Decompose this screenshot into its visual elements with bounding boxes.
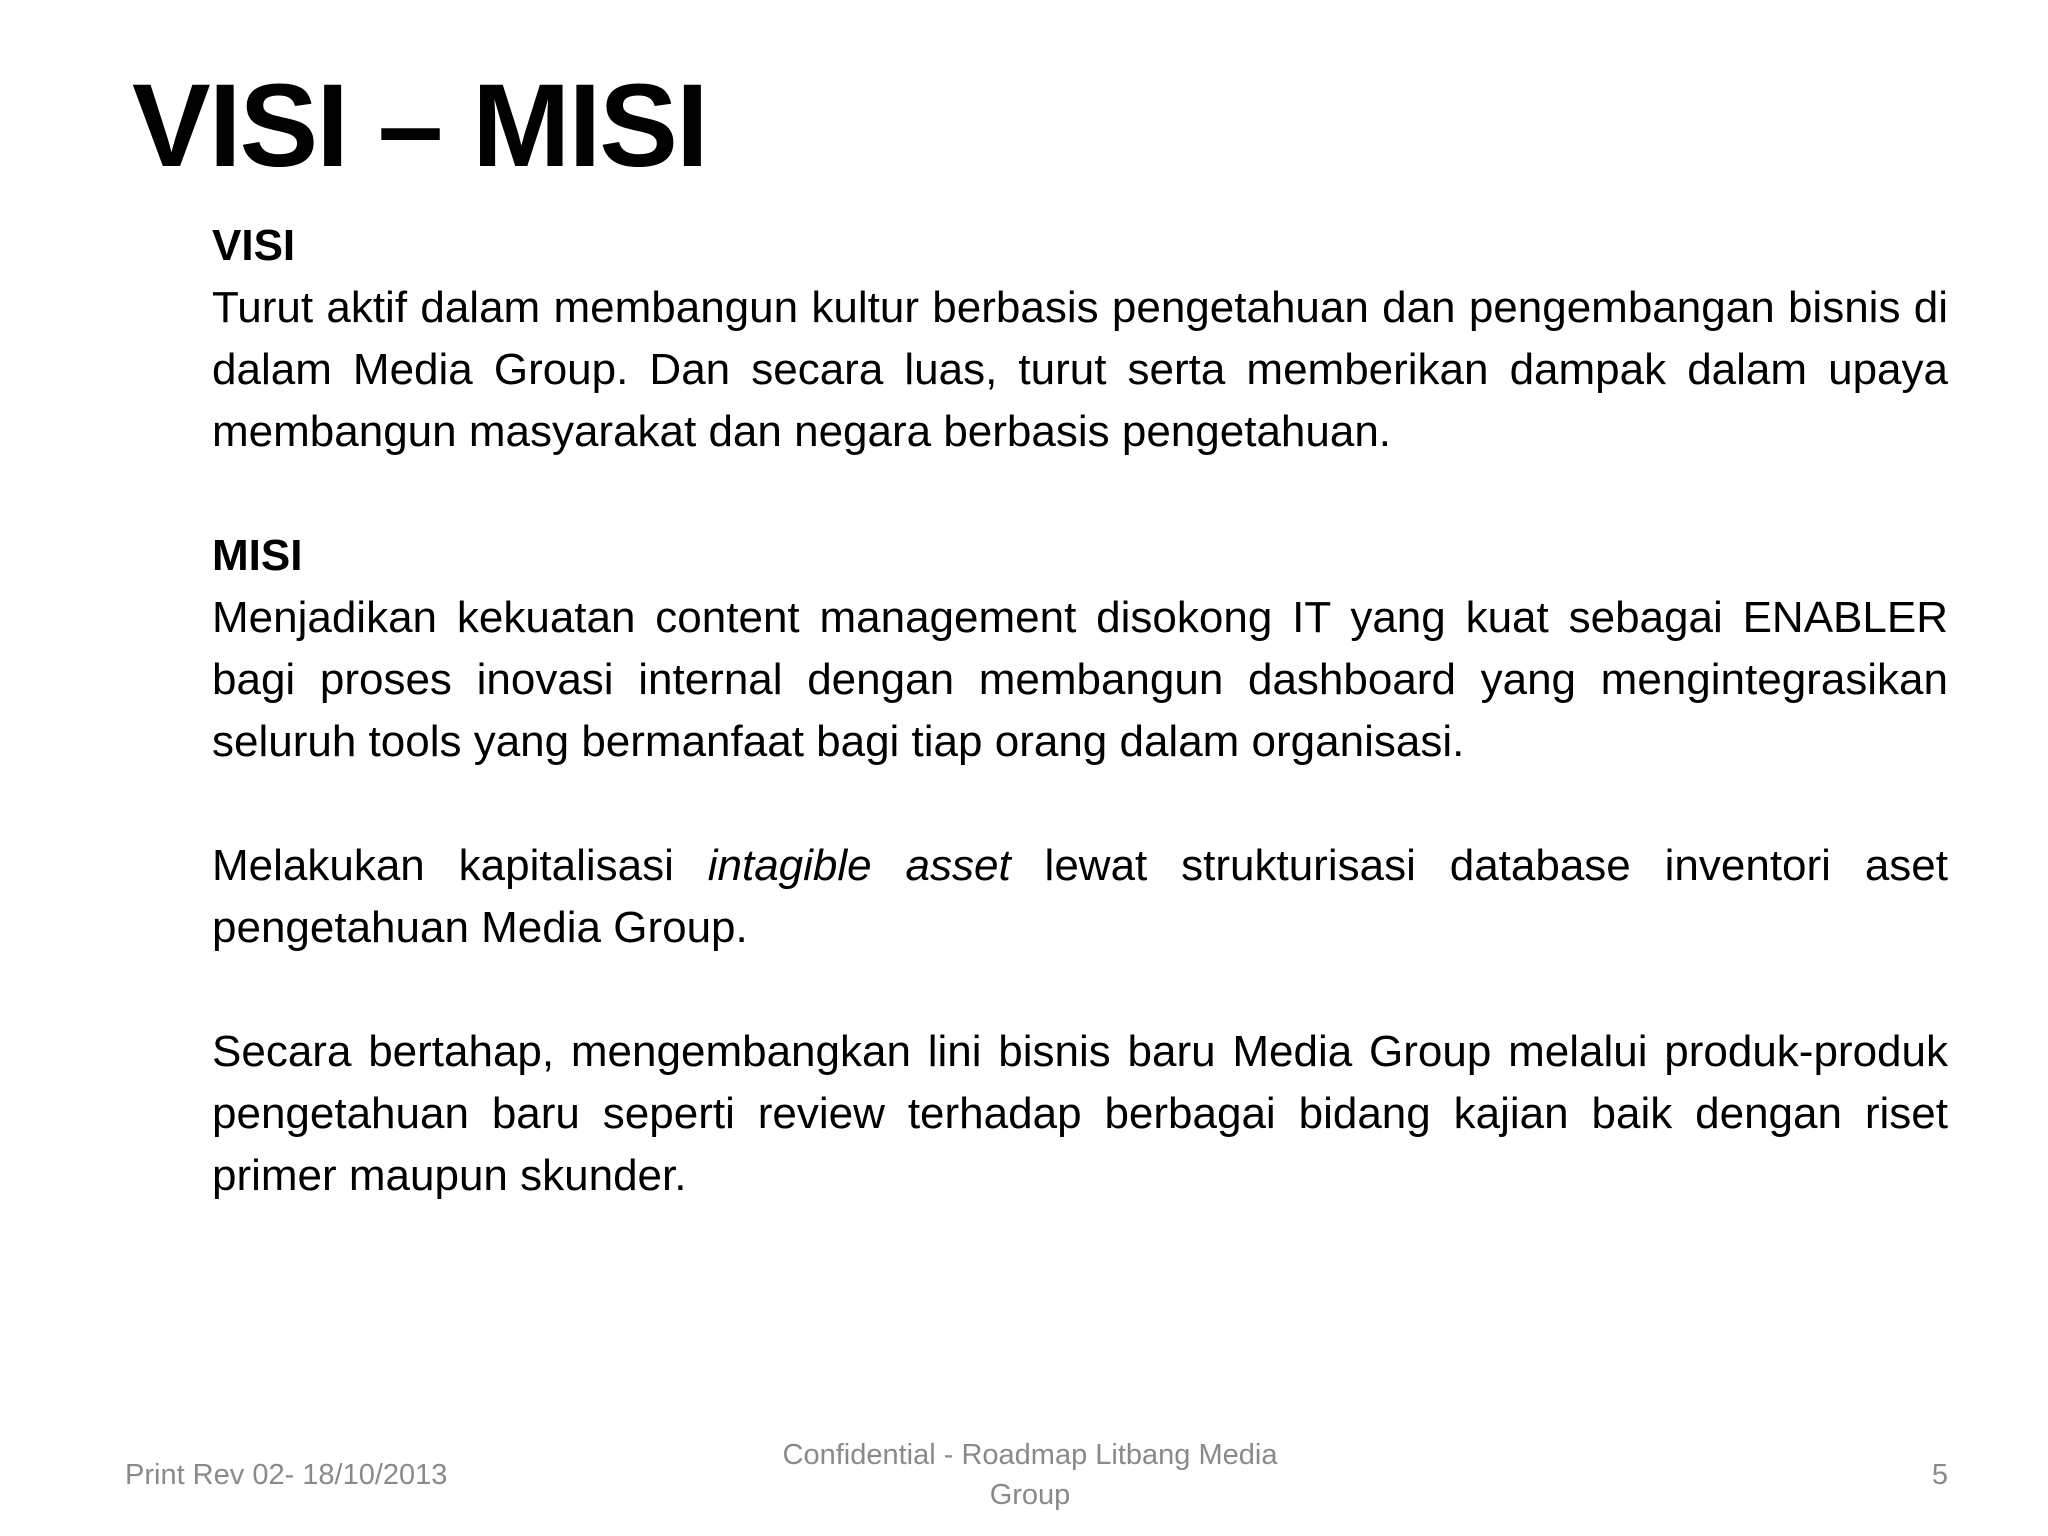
spacer (212, 463, 1948, 525)
visi-text: Turut aktif dalam membangun kultur berbasis pengetahuan dan pengembangan bisnis di dalam Media Group. Dan secara luas, turut serta memberikan dampak dalam upaya membangun masyarakat dan negara berbasis pengetahuan. (212, 283, 1948, 456)
visi-heading: VISI (212, 221, 296, 270)
footer-print-revision: Print Rev 02- 18/10/2013 (125, 1459, 448, 1491)
slide-title: VISI – MISI (132, 60, 707, 192)
footer-confidential-label: Confidential - Roadmap Litbang Media Group (782, 1439, 1278, 1511)
misi-item-2-emphasis: intagible asset (707, 841, 1011, 890)
misi-heading: MISI (212, 531, 303, 580)
misi-item-2-before: Melakukan kapitalisasi (212, 841, 708, 890)
slide-body (212, 215, 1948, 1207)
spacer (212, 959, 1948, 1021)
misi-item-3: Secara bertahap, mengembangkan lini bisnis baru Media Group melalui produk-produk pengetahuan baru seperti review terhadap berbagai bidang kajian baik dengan riset primer maupun skunder. (212, 1027, 1948, 1200)
spacer (212, 773, 1948, 835)
misi-item-2 (212, 835, 1948, 959)
misi-item-2-after: lewat strukturisasi database inventori aset pengetahuan Media Group. (212, 841, 1948, 952)
misi-item-1: Menjadikan kekuatan content management disokong IT yang kuat sebagai ENABLER bagi proses inovasi internal dengan membangun dashboard yang mengintegrasikan seluruh tools yang bermanfaat bagi tiap orang dalam organisasi. (212, 593, 1948, 766)
footer-page-number: 5 (1931, 1459, 1948, 1491)
